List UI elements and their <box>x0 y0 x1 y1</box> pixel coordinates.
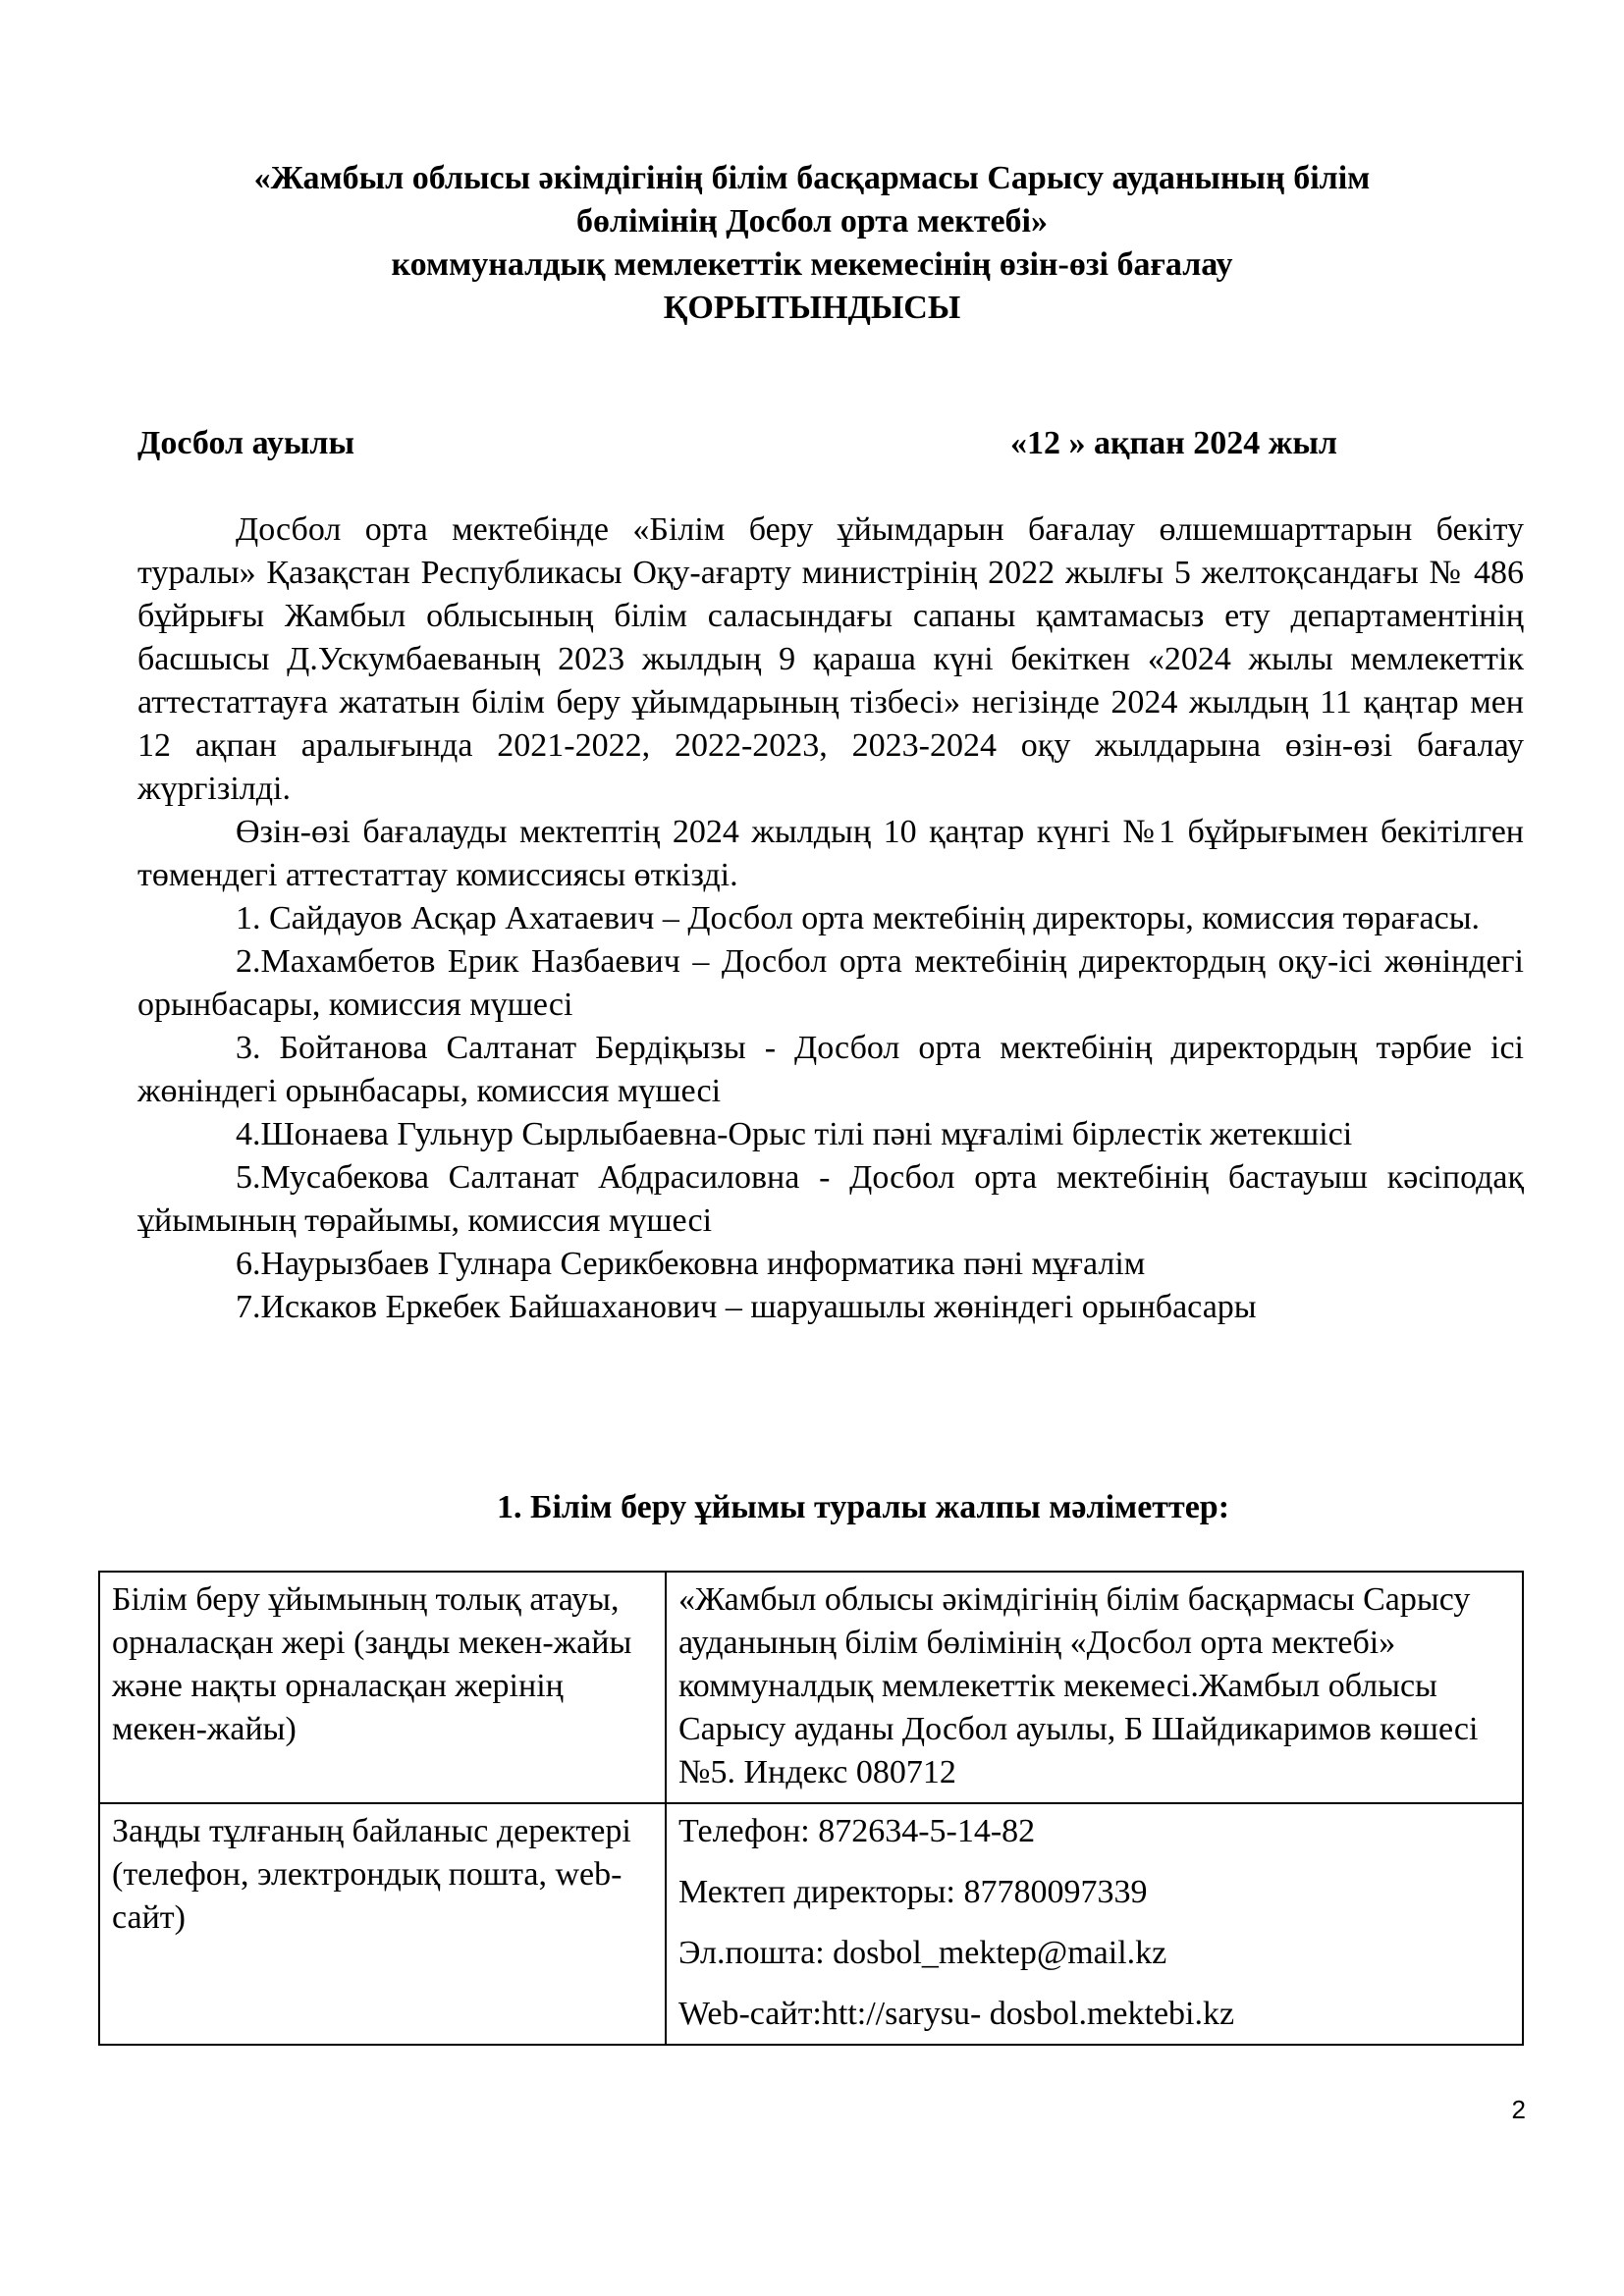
title-line-4: ҚОРЫТЫНДЫСЫ <box>663 290 961 326</box>
commission-member: 6.Наурызбаев Гулнара Серикбековна информатика пәні мұғалім <box>236 1246 1146 1282</box>
place-name: Досбол ауылы <box>137 425 355 461</box>
commission-paragraph: Өзін-өзі бағалауды мектептің 2024 жылдың 10 қаңтар күнгі №1 бұйрығымен бекітілген төмендегі аттестаттау комиссиясы өткізді. <box>137 814 1524 893</box>
title-line-2: бөлімінің Досбол орта мектебі» <box>576 203 1048 240</box>
body-text <box>137 508 1524 1329</box>
document-title <box>137 157 1487 330</box>
commission-member: 1. Сайдауов Асқар Ахатаевич – Досбол орта мектебінің директоры, комиссия төрағасы. <box>236 900 1481 936</box>
document-date: «12 » ақпан 2024 жыл <box>1009 425 1337 461</box>
commission-member: 5.Мусабекова Салтанат Абдрасиловна - Досбол орта мектебінің бастауыш кәсіподақ ұйымының төрайымы, комиссия мүшесі <box>137 1159 1524 1239</box>
commission-member: 2.Махамбетов Ерик Назбаевич – Досбол орта мектебінің директордың оқу-ісі жөніндегі орынбасары, комиссия мүшесі <box>137 943 1524 1023</box>
email-line: Эл.пошта: dosbol_mektep@mail.kz <box>678 1935 1167 1971</box>
intro-paragraph: Досбол орта мектебінде «Білім беру ұйымдарын бағалау өлшемшарттарын бекіту туралы» Қазақстан Республикасы Оқу-ағарту министрінің 2022 жылғы 5 желтоқсандағы № 486 бұйрығы Жамбыл облысының білім саласындағы сапаны қамтамасыз ету департаментінің басшысы Д.Ускумбаеваның 2023 жылдың 9 қараша күні бекіткен «2024 жылы мемлекеттік аттестаттауға жататын білім беру ұйымдарының тізбесі» негізінде 2024 жылдың 11 қаңтар мен 12 ақпан аралығында 2021-2022, 2022-2023, 2023-2024 оқу жылдарына өзін-өзі бағалау жүргізілді. <box>137 511 1524 807</box>
table-row <box>99 1803 1523 2045</box>
table-cell-contacts <box>666 1803 1523 2045</box>
director-phone-line: Мектеп директоры: 87780097339 <box>678 1874 1148 1910</box>
section-heading: 1. Білім беру ұйымы туралы жалпы мәліметтер: <box>496 1489 1230 1525</box>
website-line: Web-сайт:htt://sarysu- dosbol.mektebi.kz <box>678 1996 1235 2032</box>
info-table <box>98 1571 1524 2046</box>
commission-member: 3. Бойтанова Салтанат Бердіқызы - Досбол орта мектебінің директордың тәрбие ісі жөніндегі орынбасары, комиссия мүшесі <box>137 1030 1524 1109</box>
table-cell-value: «Жамбыл облысы әкімдігінің білім басқармасы Сарысу ауданының білім бөлімінің «Досбол орта мектебі» коммуналдық мемлекеттік мекемесі.Жамбыл облысы Сарысу ауданы Досбол ауылы, Б Шайдикаримов көшесі №5. Индекс 080712 <box>666 1572 1523 1803</box>
title-line-3: коммуналдық мемлекеттік мекемесінің өзін-өзі бағалау <box>391 246 1233 283</box>
title-line-1: «Жамбыл облысы әкімдігінің білім басқармасы Сарысу ауданының білім <box>253 160 1371 196</box>
commission-member: 7.Искаков Еркебек Байшаханович – шаруашылы жөніндегі орынбасары <box>236 1289 1257 1325</box>
page-number: 2 <box>1511 2095 1526 2124</box>
commission-member: 4.Шонаева Гульнур Сырлыбаевна-Орыс тілі пәні мұғалімі бірлестік жетекшісі <box>236 1116 1353 1152</box>
table-cell-label: Білім беру ұйымының толық атауы, орналасқан жері (заңды мекен-жайы және нақты орналасқан жерінің мекен-жайы) <box>99 1572 666 1803</box>
phone-line: Телефон: 872634-5-14-82 <box>678 1813 1036 1849</box>
table-cell-label: Заңды тұлғаның байланыс деректері (телефон, электрондық пошта, web-сайт) <box>99 1803 666 2045</box>
table-row <box>99 1572 1523 1803</box>
